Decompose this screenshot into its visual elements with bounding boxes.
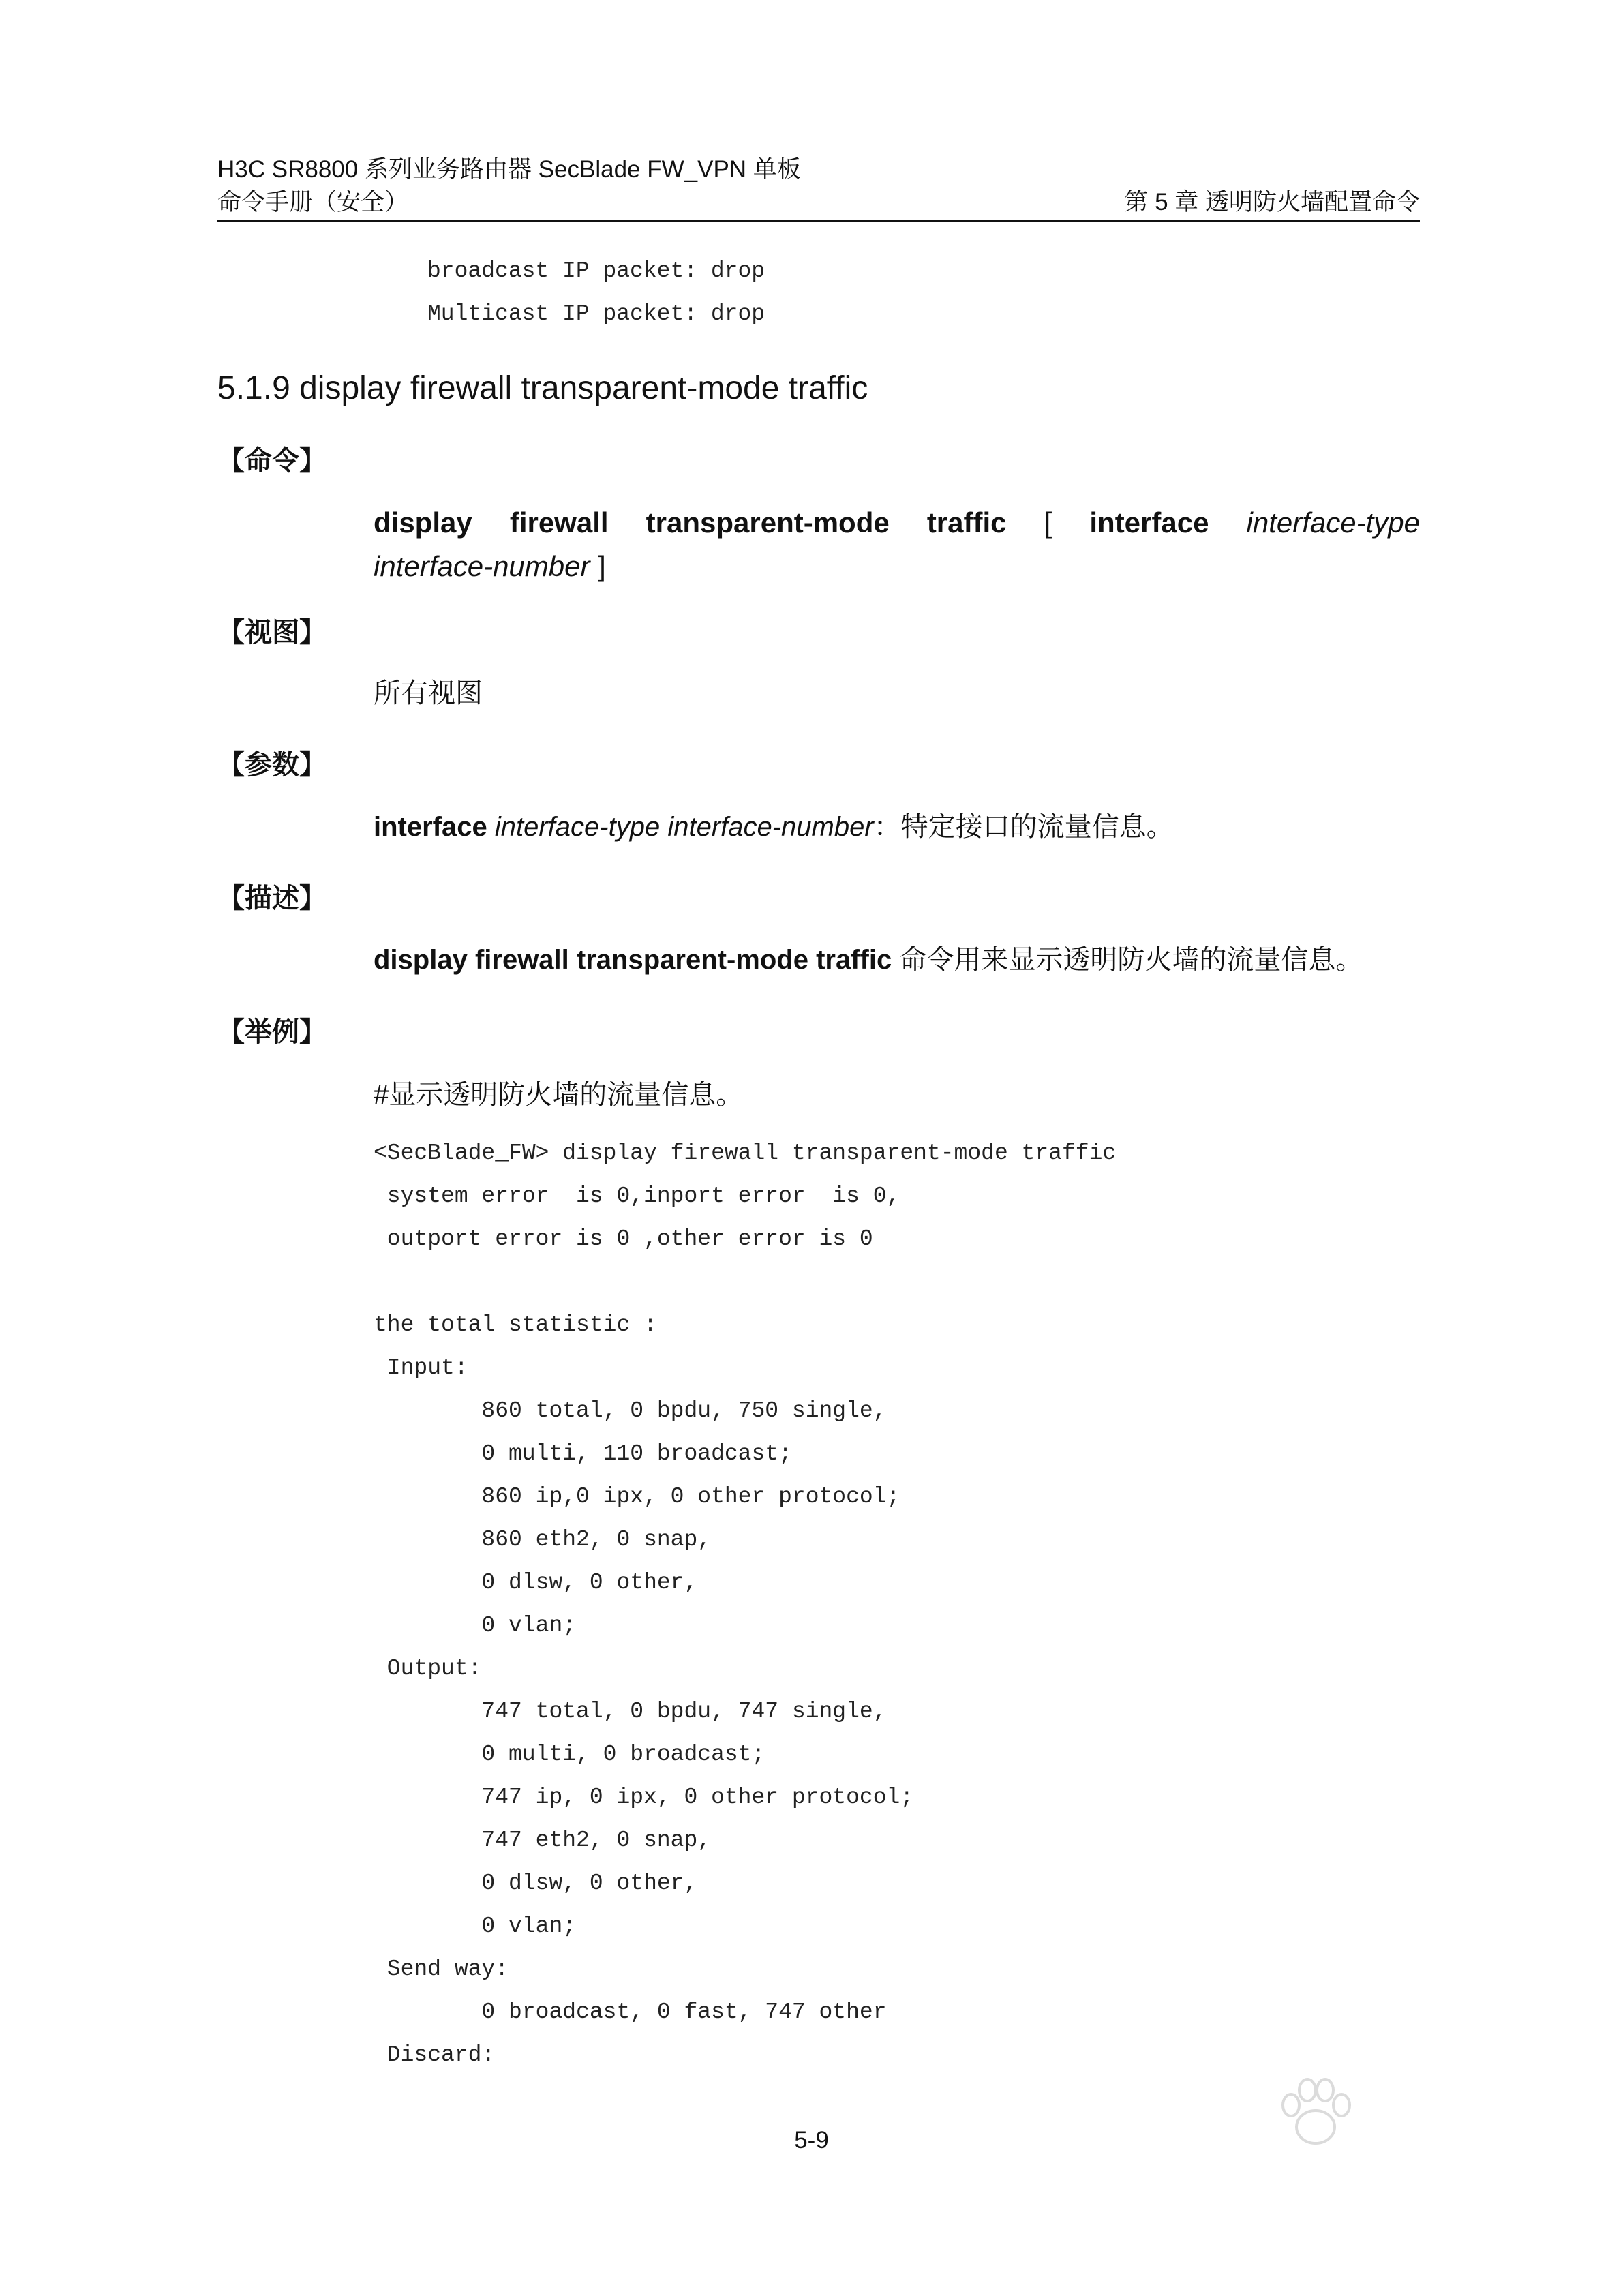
- command-syntax: [374, 501, 1420, 545]
- syntax-keyword: firewall: [509, 507, 609, 539]
- running-header-left: [217, 153, 801, 219]
- syntax-argument: interface-type: [1246, 507, 1421, 539]
- label-description: 【描述】: [217, 883, 327, 913]
- example-code-block: <SecBlade_FW> display firewall transparent-mode traffic system error is 0,inport error is 0, outport error is 0 ,other error is 0 the total statistic : Input: 860 total, 0 bpdu, 750 single, 0 multi, 110 broadcast; 860 ip,0 ipx, 0 other protocol; 860 eth2, 0 snap, 0 dlsw, 0 other, 0 vlan; Output: 747 total, 0 bpdu, 747 single, 0 multi, 0 broadcast; 747 ip, 0 ipx, 0 other protocol; 747 eth2, 0 snap, 0 dlsw, 0 other, 0 vlan; Send way: 0 broadcast, 0 fast, 747 other Discard:: [374, 1141, 1117, 2068]
- label-params: 【参数】: [217, 750, 327, 780]
- params-description: ：特定接口的流量信息。: [873, 812, 1174, 842]
- syntax-keyword: traffic: [926, 507, 1007, 539]
- code-block-continued: broadcast IP packet: drop Multicast IP packet: drop: [427, 258, 765, 327]
- description-body: 命令用来显示透明防火墙的流量信息。: [892, 945, 1363, 975]
- label-view: 【视图】: [217, 618, 327, 648]
- label-example: 【举例】: [217, 1017, 327, 1047]
- syntax-keyword: transparent-mode: [646, 507, 890, 539]
- view-text: 所有视图: [374, 678, 483, 708]
- example-intro: #显示透明防火墙的流量信息。: [374, 1080, 744, 1110]
- syntax-argument: interface-number: [374, 550, 590, 582]
- baidu-watermark: [1152, 2059, 1534, 2263]
- syntax-bracket: ]: [590, 550, 606, 582]
- header-chapter: 第 5 章 透明防火墙配置命令: [1124, 189, 1420, 215]
- label-command: 【命令】: [217, 446, 327, 476]
- command-syntax-line2: [374, 545, 606, 588]
- syntax-keyword: display: [374, 507, 472, 539]
- header-product-line: H3C SR8800 系列业务路由器 SecBlade FW_VPN 单板: [217, 156, 801, 183]
- description-keyword: display firewall transparent-mode traffic: [374, 945, 892, 975]
- section-heading: 5.1.9 display firewall transparent-mode traffic: [217, 370, 868, 406]
- params-args: interface-type interface-number: [487, 812, 874, 842]
- header-manual-name: 命令手册（安全）: [217, 189, 409, 215]
- page-number: 5-9: [794, 2127, 829, 2154]
- params-keyword: interface: [374, 812, 487, 842]
- paw-icon: [1275, 2072, 1356, 2154]
- params-text: [374, 805, 1174, 849]
- description-text: [374, 938, 1363, 982]
- header-rule: [217, 220, 1420, 222]
- syntax-bracket: [: [1044, 507, 1052, 539]
- syntax-keyword: interface: [1089, 507, 1209, 539]
